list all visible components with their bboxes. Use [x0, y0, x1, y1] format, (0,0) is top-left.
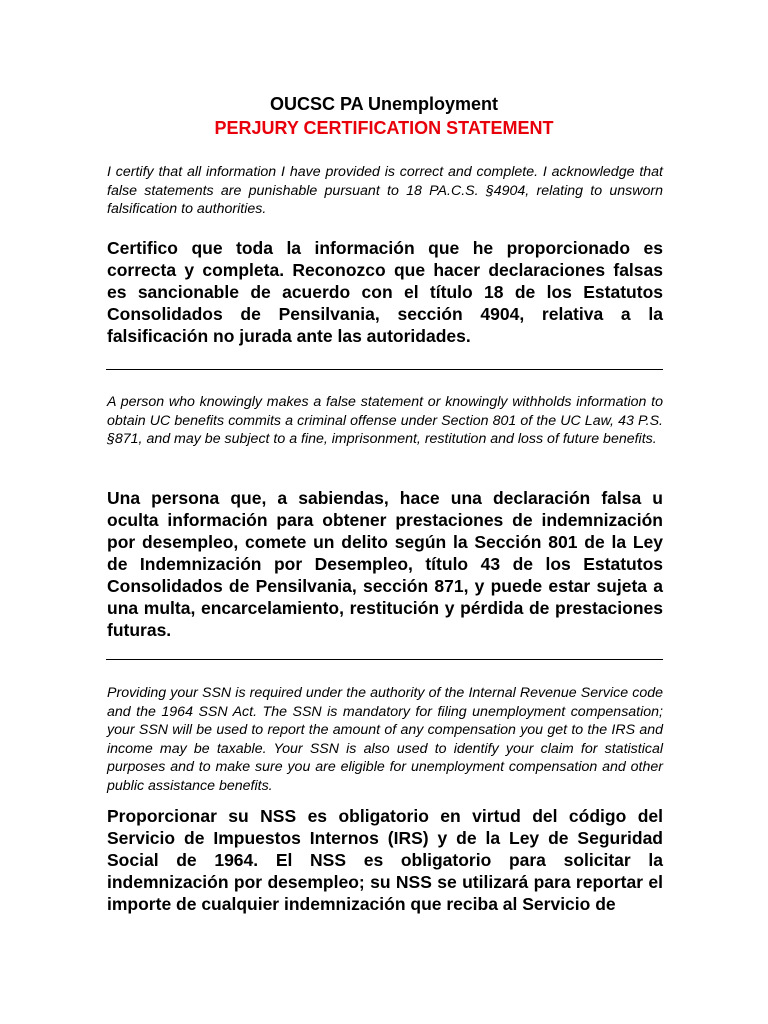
english-certification-paragraph: I certify that all information I have provided is correct and complete. I acknowledge that false statements are punishable pursuant to 18 PA.C.S. §4904, relating to unsworn falsification to authorities. [107, 164, 663, 217]
spanish-ssn-paragraph: Proporcionar su NSS es obligatorio en virtud del código del Servicio de Impuestos Internos (IRS) y de la Ley de Seguridad Social de 1964. El NSS es obligatorio para solicitar la indemnización por desempleo; su NSS se utilizará para reportar el importe de cualquier indemnización que reciba al Servicio de [107, 806, 663, 914]
section-divider [106, 659, 663, 660]
spanish-certification-paragraph: Certifico que toda la información que he proporcionado es correcta y completa. Reconozco que hacer declaraciones falsas es sancionable de acuerdo con el título 18 de los Estatutos Consolidados de Pensilvania, sección 4904, relativa a la falsificación no jurada ante las autoridades. [107, 238, 663, 346]
english-penalty-paragraph: A person who knowingly makes a false statement or knowingly withholds information to obtain UC benefits commits a criminal offense under Section 801 of the UC Law, 43 P.S. §871, and may be subject to a fine, imprisonment, restitution and loss of future benefits. [107, 394, 663, 447]
document-subtitle: PERJURY CERTIFICATION STATEMENT [214, 118, 554, 138]
section-divider [106, 369, 663, 370]
spanish-penalty-paragraph: Una persona que, a sabiendas, hace una declaración falsa u oculta información para obtener prestaciones de indemnización por desempleo, comete un delito según la Sección 801 de la Ley de Indemnización por Desempleo, título 43 de los Estatutos Consolidados de Pensilvania, sección 871, y puede estar sujeta a una multa, encarcelamiento, restitución y pérdida de prestaciones futuras. [107, 488, 663, 640]
document-title: OUCSC PA Unemployment [269, 94, 499, 114]
english-ssn-paragraph: Providing your SSN is required under the authority of the Internal Revenue Service code and the 1964 SSN Act. The SSN is mandatory for filing unemployment compensation; your SSN will be used to report the amount of any compensation you get to the IRS and income may be taxable. Your SSN is also used to identify your claim for statistical purposes and to make sure you are eligible for unemployment compensation and other public assistance benefits. [107, 685, 663, 794]
